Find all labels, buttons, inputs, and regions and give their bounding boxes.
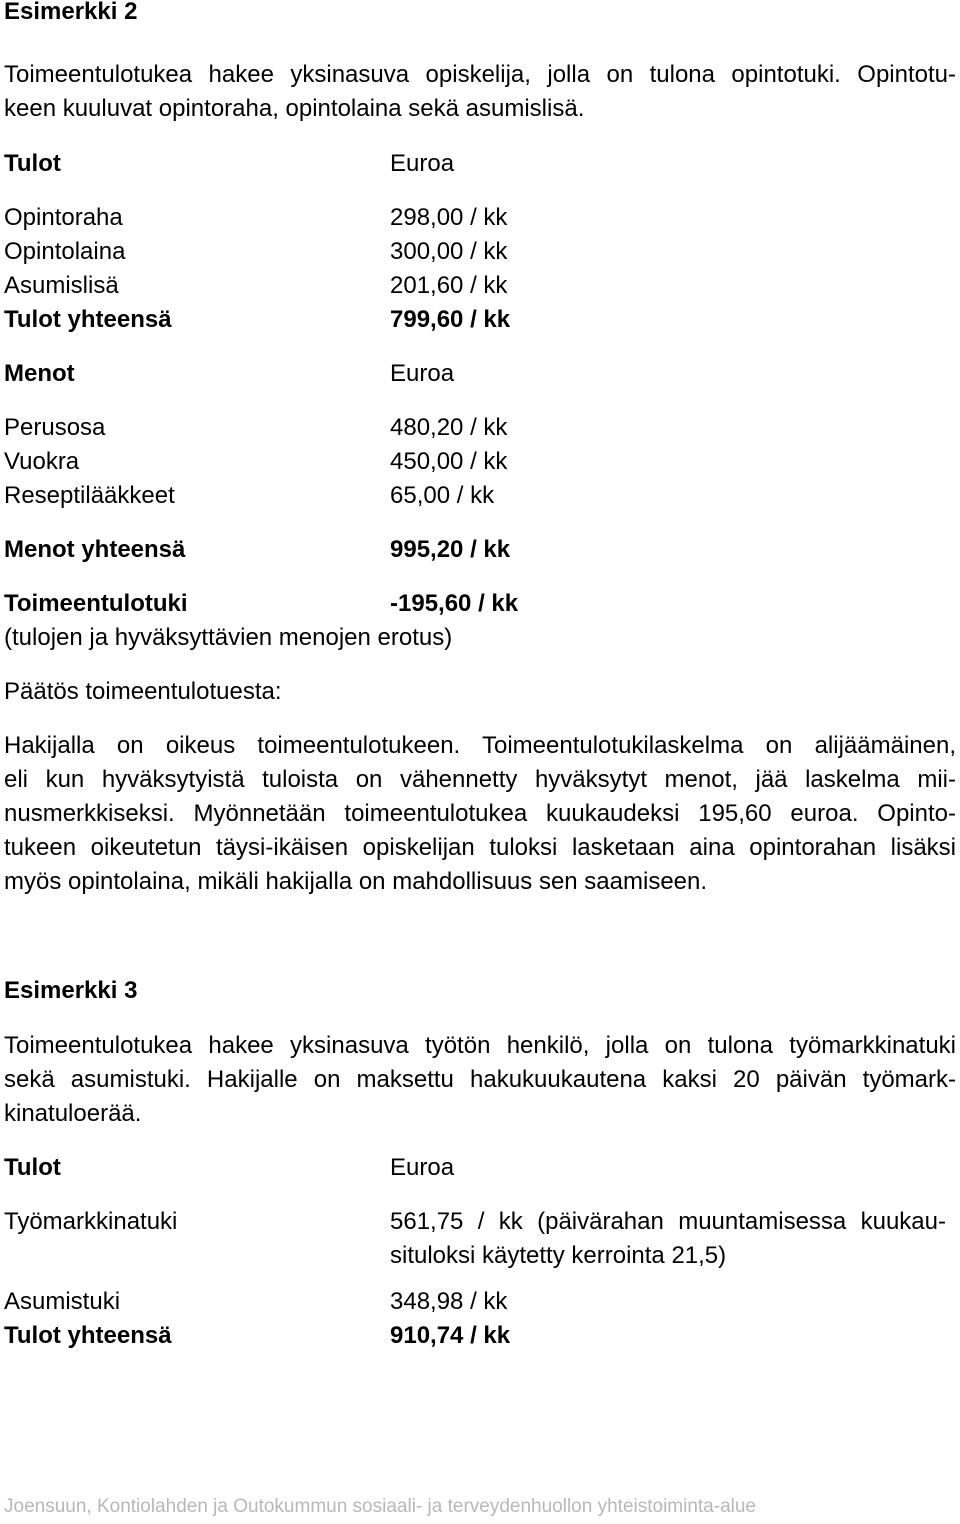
asumistuki-value: 348,98 / kk: [390, 1288, 508, 1315]
page-footer: Joensuun, Kontiolahden ja Outokummun sosiaali- ja terveydenhuollon yhteistoiminta-alue: [4, 1496, 757, 1517]
income-row-value: 201,60 / kk: [390, 272, 508, 299]
asumistuki-label: Asumistuki: [4, 1288, 121, 1315]
tyomarkkinatuki-label: Työmarkkinatuki: [4, 1208, 178, 1235]
income-row-value: 298,00 / kk: [390, 204, 508, 231]
expense-row-value: 450,00 / kk: [390, 448, 508, 475]
expense-total-label: Menot yhteensä: [4, 536, 186, 563]
tyomarkkinatuki-value: 561,75 / kk (päivärahan muuntamisessa kuukau-: [390, 1208, 946, 1235]
expense-row-label: Reseptilääkkeet: [4, 482, 175, 509]
expense-row-value: 480,20 / kk: [390, 414, 508, 441]
example-2-intro: [4, 58, 956, 126]
decision-line: tukeen oikeutetun täysi-ikäisen opiskelijan tuloksi lasketaan aina opintorahan lisäksi: [4, 834, 956, 861]
income-total-value: 910,74 / kk: [390, 1322, 511, 1349]
decision-text: [4, 729, 956, 899]
income-header-unit: Euroa: [390, 150, 455, 177]
income-header-unit: Euroa: [390, 1154, 455, 1181]
expense-total-value: 995,20 / kk: [390, 536, 511, 563]
expense-row-value: 65,00 / kk: [390, 482, 495, 509]
decision-line: Hakijalla on oikeus toimeentulotukeen. Toimeentulotukilaskelma on alijäämäinen,: [4, 732, 956, 759]
decision-heading: Päätös toimeentulotuesta:: [4, 678, 282, 705]
intro-line: keen kuuluvat opintoraha, opintolaina sekä asumislisä.: [4, 95, 585, 122]
result-value: -195,60 / kk: [390, 590, 519, 617]
income-header-label: Tulot: [4, 1154, 61, 1181]
decision-line: eli kun hyväksytyistä tuloista on vähennetty hyväksytyt menot, jää laskelma mii-: [4, 766, 956, 793]
result-note: (tulojen ja hyväksyttävien menojen erotus): [4, 624, 453, 651]
expense-row-label: Perusosa: [4, 414, 106, 441]
income-row-value: 300,00 / kk: [390, 238, 508, 265]
intro-line: kinatuloerää.: [4, 1100, 142, 1127]
income-row-label: Asumislisä: [4, 272, 119, 299]
example-3-heading: Esimerkki 3: [4, 977, 138, 1004]
expense-row-label: Vuokra: [4, 448, 80, 475]
decision-line: nusmerkkiseksi. Myönnetään toimeentulotukea kuukaudeksi 195,60 euroa. Opinto-: [4, 800, 956, 827]
income-total-label: Tulot yhteensä: [4, 1322, 172, 1349]
income-row-label: Opintolaina: [4, 238, 126, 265]
expense-header-label: Menot: [4, 360, 75, 387]
income-total-label: Tulot yhteensä: [4, 306, 172, 333]
income-header-label: Tulot: [4, 150, 61, 177]
income-total-value: 799,60 / kk: [390, 306, 511, 333]
intro-line: sekä asumistuki. Hakijalle on maksettu hakukuukautena kaksi 20 päivän työmark-: [4, 1066, 956, 1093]
example-3-intro: [4, 1029, 956, 1131]
tyomarkkinatuki-note: situloksi käytetty kerrointa 21,5): [390, 1242, 727, 1269]
result-label: Toimeentulotuki: [4, 590, 188, 617]
intro-line: Toimeentulotukea hakee yksinasuva työtön henkilö, jolla on tulona työmarkkinatuki: [4, 1032, 956, 1059]
intro-line: Toimeentulotukea hakee yksinasuva opiskelija, jolla on tulona opintotuki. Opintotu-: [4, 61, 956, 88]
example-2-heading: Esimerkki 2: [4, 0, 138, 25]
income-row-label: Opintoraha: [4, 204, 123, 231]
decision-line: myös opintolaina, mikäli hakijalla on mahdollisuus sen saamiseen.: [4, 868, 708, 895]
expense-header-unit: Euroa: [390, 360, 455, 387]
